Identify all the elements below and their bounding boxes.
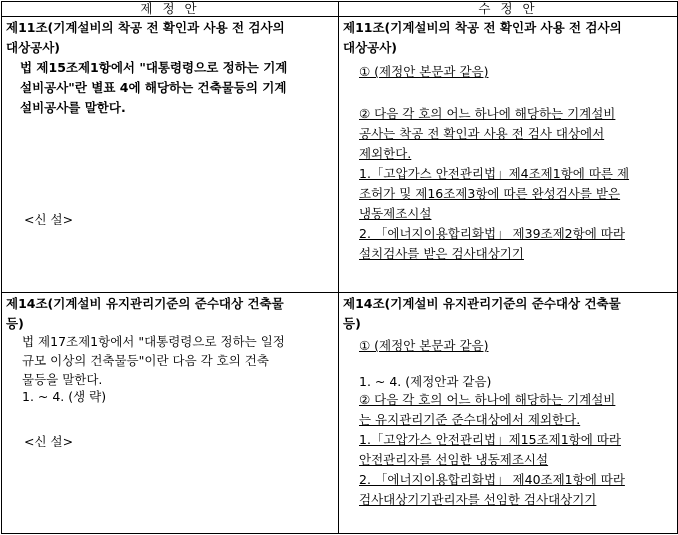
header-original: 제 정 안	[2, 2, 339, 17]
new-clause-mark: <신 설>	[24, 434, 74, 449]
article-body: 법 제15조제1항에서 "대통령령으로 정하는 기계 설비공사"란 별표 4에 해당하는 건축물등의 기계 설비공사를 말한다.	[20, 60, 288, 115]
header-row	[2, 2, 678, 17]
article-14-original	[2, 293, 339, 534]
article-title: 제14조(기계설비 유지관리기준의 준수대상 건축물 등)	[343, 296, 621, 331]
item-2: 2. 「에너지이용합리화법」 제39조제2항에 따라 설치검사를 받은 검사대상기기	[359, 226, 625, 261]
new-clause-mark: <신 설>	[24, 212, 74, 227]
article-11-row	[2, 17, 678, 293]
article-title: 제14조(기계설비 유지관리기준의 준수대상 건축물 등)	[6, 296, 284, 331]
paragraph-1: ① (제정안 본문과 같음)	[359, 64, 489, 79]
comparison-table	[1, 1, 678, 534]
item-1: 1.「고압가스 안전관리법」제15조제1항에 따라 안전관리자를 선임한 냉동제조시설	[359, 432, 621, 467]
article-title: 제11조(기계설비의 착공 전 확인과 사용 전 검사의 대상공사)	[343, 20, 622, 55]
paragraph-2: ② 다음 각 호의 어느 하나에 해당하는 기계설비 는 유지관리기준 준수대상에서 제외한다.	[359, 392, 616, 427]
item-1: 1.「고압가스 안전관리법」제4조제1항에 따른 제 조허가 및 제16조제3항에 따른 완성검사를 받은 냉동제조시설	[359, 166, 630, 221]
article-11-revised	[339, 17, 678, 293]
article-14-revised	[339, 293, 678, 534]
header-revised: 수 정 안	[339, 2, 678, 17]
article-14-row	[2, 293, 678, 534]
article-body: 법 제17조제1항에서 "대통령령으로 정하는 일정 규모 이상의 건축물등"이란 다음 각 호의 건축 물등을 말한다.	[22, 334, 285, 387]
items-same: 1. ~ 4. (제정안과 같음)	[359, 374, 492, 389]
paragraph-1: ① (제정안 본문과 같음)	[359, 338, 489, 353]
items-omitted: 1. ~ 4. (생 략)	[22, 389, 107, 404]
item-2: 2. 「에너지이용합리화법」 제40조제1항에 따라 검사대상기기관리자를 선임한 검사대상기기	[359, 472, 625, 507]
paragraph-2: ② 다음 각 호의 어느 하나에 해당하는 기계설비 공사는 착공 전 확인과 사용 전 검사 대상에서 제외한다.	[359, 106, 616, 161]
article-11-original	[2, 17, 339, 293]
article-title: 제11조(기계설비의 착공 전 확인과 사용 전 검사의 대상공사)	[6, 20, 285, 55]
